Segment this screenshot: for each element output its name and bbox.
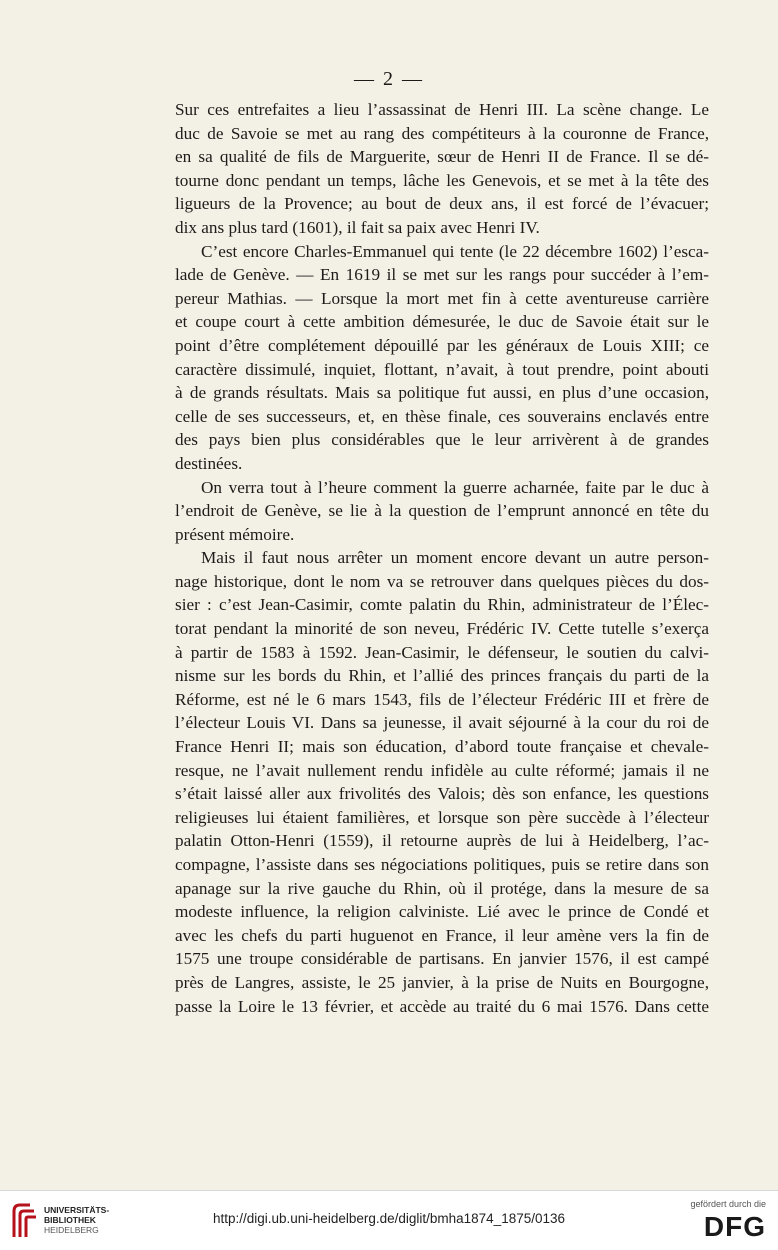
paragraph	[175, 240, 709, 476]
dfg-logo: DFG	[703, 1211, 766, 1242]
text-line: point d’être complétement dépouillé par les généraux de Louis XIII; ce	[175, 335, 709, 355]
text-line: à de grands résultats. Mais sa politique fut aussi, en plus d’une occasion,	[175, 383, 709, 403]
text-line: C’est encore Charles-Emmanuel qui tente (le 22 décembre 1602) l’esca-	[201, 241, 709, 261]
text-line: lade de Genève. — En 1619 il se met sur les rangs pour succéder à l’em-	[175, 265, 709, 285]
text-line: torat pendant la minorité de son neveu, Frédéric IV. Cette tutelle s’exerça	[175, 619, 709, 639]
viewer-footer	[0, 1190, 778, 1250]
text-line: tourne donc pendant un temps, lâche les Genevois, et se met à la tête des	[175, 170, 709, 190]
text-line: caractère dissimulé, inquiet, flottant, n’avait, à tout prendre, point abouti	[175, 359, 709, 379]
text-line: Réforme, est né le 6 mars 1543, fils de l’électeur Frédéric III et frère de	[175, 689, 709, 709]
library-name-line-3: HEIDELBERG	[44, 1225, 99, 1235]
text-line: modeste influence, la religion calviniste. Lié avec le prince de Condé et	[175, 902, 709, 922]
permalink-url[interactable]: http://digi.ub.uni-heidelberg.de/diglit/bmha1874_1875/0136	[212, 1211, 566, 1226]
text-line: près de Langres, assiste, le 25 janvier, à la prise de Nuits en Bourgogne,	[175, 972, 709, 992]
text-line: en sa qualité de fils de Marguerite, sœur de Henri II de France. Il se dé-	[175, 147, 709, 167]
text-line: compagne, l’assiste dans ses négociations politiques, puis se retire dans son	[175, 855, 709, 874]
text-line: religieuses lui étaient familières, et lorsque son père succède à l’électeur	[175, 807, 709, 827]
text-line: 1575 une troupe considérable de partisans. En janvier 1576, il est campé	[175, 949, 709, 969]
text-line: ligueurs de la Provence; au bout de deux ans, il est forcé de l’évacuer;	[175, 194, 709, 214]
library-name-line-1: UNIVERSITÄTS-	[44, 1205, 110, 1215]
text-line: apanage sur la rive gauche du Rhin, où il protége, dans la mesure de sa	[175, 878, 709, 898]
paragraph	[175, 98, 709, 240]
text-line: dix ans plus tard (1601), il fait sa paix avec Henri IV.	[175, 217, 540, 237]
text-line: duc de Savoie se met au rang des compétiteurs à la couronne de France,	[175, 123, 709, 143]
text-line: nage historique, dont le nom va se retrouver dans quelques pièces du dos-	[175, 571, 709, 591]
library-name-line-2: BIBLIOTHEK	[44, 1215, 96, 1225]
text-line: resque, ne l’avait nullement rendu infidèle au culte réformé; jamais il ne	[175, 760, 709, 780]
text-line: à partir de 1583 à 1592. Jean-Casimir, le défenseur, le soutien du calvi-	[175, 642, 709, 662]
body-text	[175, 98, 709, 1018]
text-line: Mais il faut nous arrêter un moment encore devant un autre person-	[201, 548, 709, 568]
text-line: pereur Mathias. — Lorsque la mort met fin à cette aventureuse carrière	[175, 288, 709, 308]
text-line: et coupe court à cette ambition démesurée, le duc de Savoie était sur le	[175, 312, 709, 332]
text-line: palatin Otton-Henri (1559), il retourne auprès de lui à Heidelberg, l’ac-	[175, 831, 709, 851]
text-line: On verra tout à l’heure comment la guerre acharnée, faite par le duc à	[201, 477, 709, 497]
text-line: présent mémoire.	[175, 524, 295, 544]
paragraph	[175, 546, 709, 1018]
text-line: l’endroit de Genève, se lie à la question de l’emprunt annoncé en tête du	[175, 501, 709, 521]
text-line: nisme sur les bords du Rhin, et l’allié des princes français du parti de la	[175, 666, 709, 686]
text-line: celle de ses successeurs, et, en thèse finale, ces souverains enclavés entre	[175, 406, 709, 426]
text-line: destinées.	[175, 453, 243, 473]
page-number: — 2 —	[354, 68, 424, 90]
text-line: Sur ces entrefaites a lieu l’assassinat de Henri III. La scène change. Le	[175, 100, 709, 119]
text-line: l’électeur Louis VI. Dans sa jeunesse, il avait séjourné à la cour du roi de	[175, 713, 709, 733]
text-line: passe la Loire le 13 février, et accède au traité du 6 mai 1576. Dans cette	[175, 996, 709, 1016]
paragraph	[175, 476, 709, 547]
text-line: s’était laissé aller aux frivolités des Valois; dès son enfance, les questions	[175, 784, 709, 804]
text-line: France Henri II; mais son éducation, d’abord toute française et chevale-	[175, 737, 709, 757]
dfg-caption: gefördert durch die	[690, 1199, 766, 1209]
text-line: avec les chefs du parti huguenot en France, il leur amène vers la fin de	[175, 925, 709, 945]
text-line: sier : c’est Jean-Casimir, comte palatin du Rhin, administrateur de l’Élec-	[175, 595, 709, 615]
text-line: des pays bien plus considérables que le leur arrivèrent à de grandes	[175, 430, 709, 450]
